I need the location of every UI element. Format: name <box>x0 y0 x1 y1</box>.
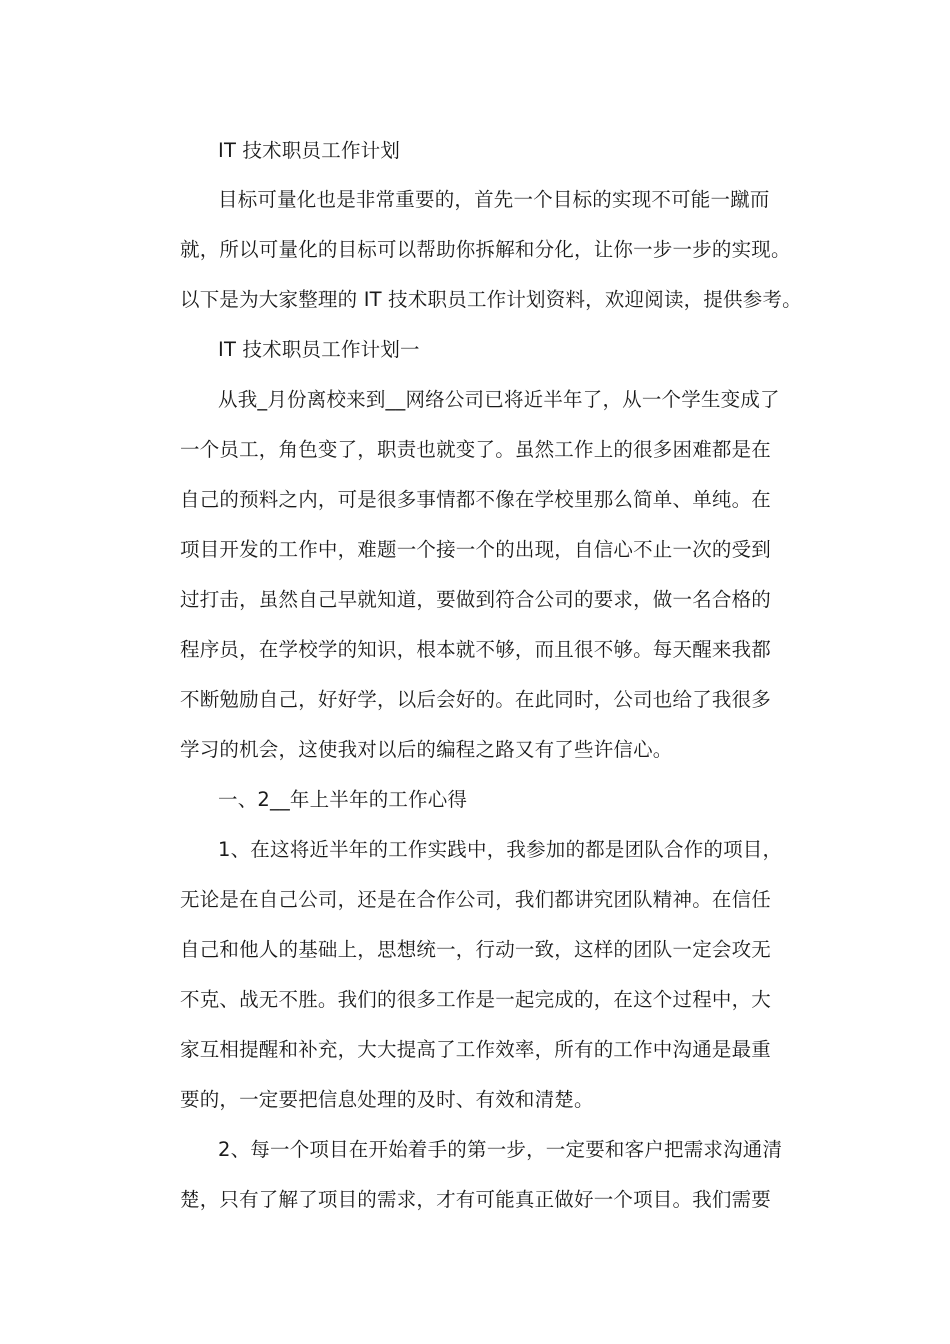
paragraph-line: 1、在这将近半年的工作实践中，我参加的都是团队合作的项目， <box>218 838 783 861</box>
paragraph-line: 不克、战无不胜。我们的很多工作是一起完成的，在这个过程中，大 <box>180 988 772 1011</box>
paragraph-line: 家互相提醒和补充，大大提高了工作效率，所有的工作中沟通是最重 <box>180 1038 772 1061</box>
paragraph-line: 自己和他人的基础上，思想统一，行动一致，这样的团队一定会攻无 <box>180 938 772 961</box>
paragraph-line: 从我_月份离校来到__网络公司已将近半年了，从一个学生变成了 <box>218 388 780 411</box>
paragraph-line: 自己的预料之内，可是很多事情都不像在学校里那么简单、单纯。在 <box>180 488 772 511</box>
paragraph-line: 学习的机会，这使我对以后的编程之路又有了些许信心。 <box>180 738 673 761</box>
paragraph-line: 2、每一个项目在开始着手的第一步，一定要和客户把需求沟通清 <box>218 1138 783 1161</box>
paragraph-line: 无论是在自己公司，还是在合作公司，我们都讲究团队精神。在信任 <box>180 888 772 911</box>
paragraph-line: 就，所以可量化的目标可以帮助你拆解和分化，让你一步一步的实现。 <box>180 238 791 261</box>
paragraph-line: 过打击，虽然自己早就知道，要做到符合公司的要求，做一名合格的 <box>180 588 772 611</box>
paragraph-line: 一个员工，角色变了，职责也就变了。虽然工作上的很多困难都是在 <box>180 438 772 461</box>
paragraph-line: 目标可量化也是非常重要的，首先一个目标的实现不可能一蹴而 <box>218 188 770 211</box>
section-heading: IT 技术职员工作计划一 <box>218 338 420 361</box>
paragraph-line: 要的，一定要把信息处理的及时、有效和清楚。 <box>180 1088 594 1111</box>
paragraph-line: 楚，只有了解了项目的需求，才有可能真正做好一个项目。我们需要 <box>180 1188 772 1211</box>
paragraph-line: 程序员，在学校学的知识，根本就不够，而且很不够。每天醒来我都 <box>180 638 772 661</box>
paragraph-line: 项目开发的工作中，难题一个接一个的出现，自信心不止一次的受到 <box>180 538 772 561</box>
section-heading: 一、2__年上半年的工作心得 <box>218 788 468 811</box>
paragraph-line: 不断勉励自己，好好学，以后会好的。在此同时，公司也给了我很多 <box>180 688 772 711</box>
document-title: IT 技术职员工作计划 <box>218 139 401 162</box>
paragraph-line: 以下是为大家整理的 IT 技术职员工作计划资料，欢迎阅读，提供参考。 <box>180 288 802 311</box>
